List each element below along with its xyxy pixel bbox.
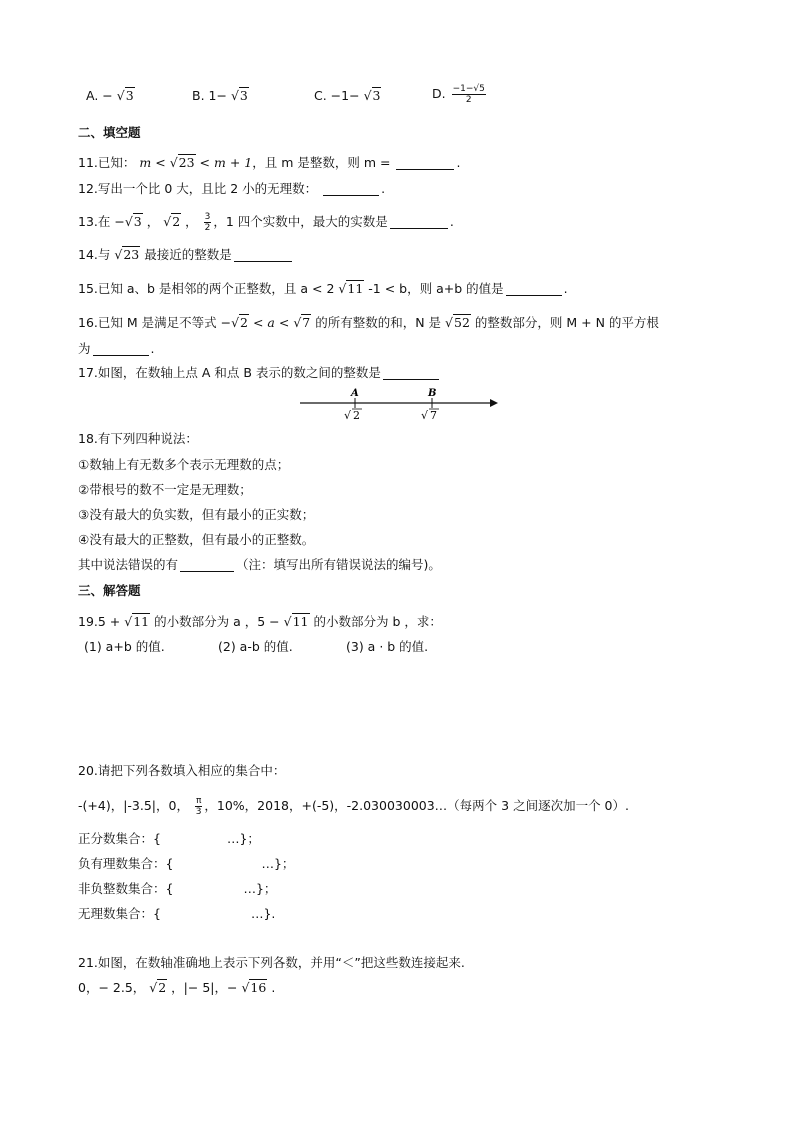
answer-blank[interactable] [93,341,149,356]
question-21-numbers: 0，− 2.5， √2 ，|− 5|，− √16 . [78,980,276,995]
statement-1: ①数轴上有无数多个表示无理数的点； [78,457,290,472]
question-17: 17.如图，在数轴上点 A 和点 B 表示的数之间的整数是 [78,364,441,382]
set-negative-rationals: 负有理数集合：{ …}； [78,856,295,871]
answer-blank[interactable] [390,214,448,229]
sqrt-icon: √ [344,409,352,422]
question-20-intro: 20.请把下列各数填入相应的集合中： [78,763,286,778]
question-14: 14.与 √23 最接近的整数是 [78,246,294,264]
tick-b-value: 7 [430,409,437,422]
question-11: 11.已知： m < √23 < m + 1，且 m 是整数，则 m = . [78,155,461,170]
question-20-numbers: -(+4)，|-3.5|，0， $\frac{\pi}{3}$ ，10%，2018，+(-5)，-2.030030003…（每两个 3 之间逐次加一个 0）. [78,796,629,817]
q19-part-2: (2) a-b 的值. [218,639,293,654]
statement-3: ③没有最大的负实数，但有最小的正实数； [78,507,315,522]
question-21: 21.如图，在数轴准确地上表示下列各数，并用“＜”把这些数连接起来. [78,955,465,970]
section-3-title: 三、解答题 [78,583,141,598]
q19-part-1: (1) a+b 的值. [84,639,165,654]
option-c: C. −1− √3 [314,88,381,103]
option-b: B. 1− √3 [192,88,248,103]
answer-blank[interactable] [323,181,379,196]
point-a-label: A [351,388,359,399]
set-positive-fractions: 正分数集合：{ …}； [78,831,260,846]
option-a: A. − √3 [86,88,134,103]
question-18-intro: 18.有下列四种说法： [78,431,198,446]
question-15: 15.已知 a、b 是相邻的两个正整数，且 a < 2 √11 -1 < b，则 a+b 的值是 . [78,281,568,296]
section-2-title: 二、填空题 [78,125,141,140]
answer-blank[interactable] [506,281,562,296]
point-b-label: B [428,388,437,399]
question-19: 19.5 + √11 的小数部分为 a ，5 − √11 的小数部分为 b ，求： [78,614,442,629]
statement-2: ②带根号的数不一定是无理数； [78,482,252,497]
question-18-answer: 其中说法错误的有 （注：填写出所有错误说法的编号)。 [78,557,441,572]
statement-4: ④没有最大的正整数，但有最小的正整数。 [78,532,315,547]
set-irrationals: 无理数集合：{ …}. [78,906,276,921]
answer-blank[interactable] [383,365,439,380]
number-line-figure [296,386,500,424]
arrow-icon [490,399,498,407]
tick-a-value: 2 [353,409,360,422]
answer-blank[interactable] [234,247,292,262]
set-nonnegative-integers: 非负整数集合：{ …}； [78,881,277,896]
question-16: 16.已知 M 是满足不等式 −√2 < a < √7 的所有整数的和，N 是 √52 的整数部分，则 M + N 的平方根 [78,315,659,330]
answer-blank[interactable] [180,557,234,572]
question-12: 12.写出一个比 0 大，且比 2 小的无理数： . [78,181,386,196]
option-d: D. $\frac{-1-√5}{2}$ [432,84,485,105]
question-16-line2: 为 . [78,341,155,356]
q19-part-3: (3) a · b 的值. [346,639,429,654]
answer-blank[interactable] [396,155,454,170]
sqrt-icon: √ [421,409,429,422]
question-13: 13.在 −√3 ， √2 ， $\frac{3}{2}$ ，1 四个实数中，最大的实数是 . [78,212,454,233]
